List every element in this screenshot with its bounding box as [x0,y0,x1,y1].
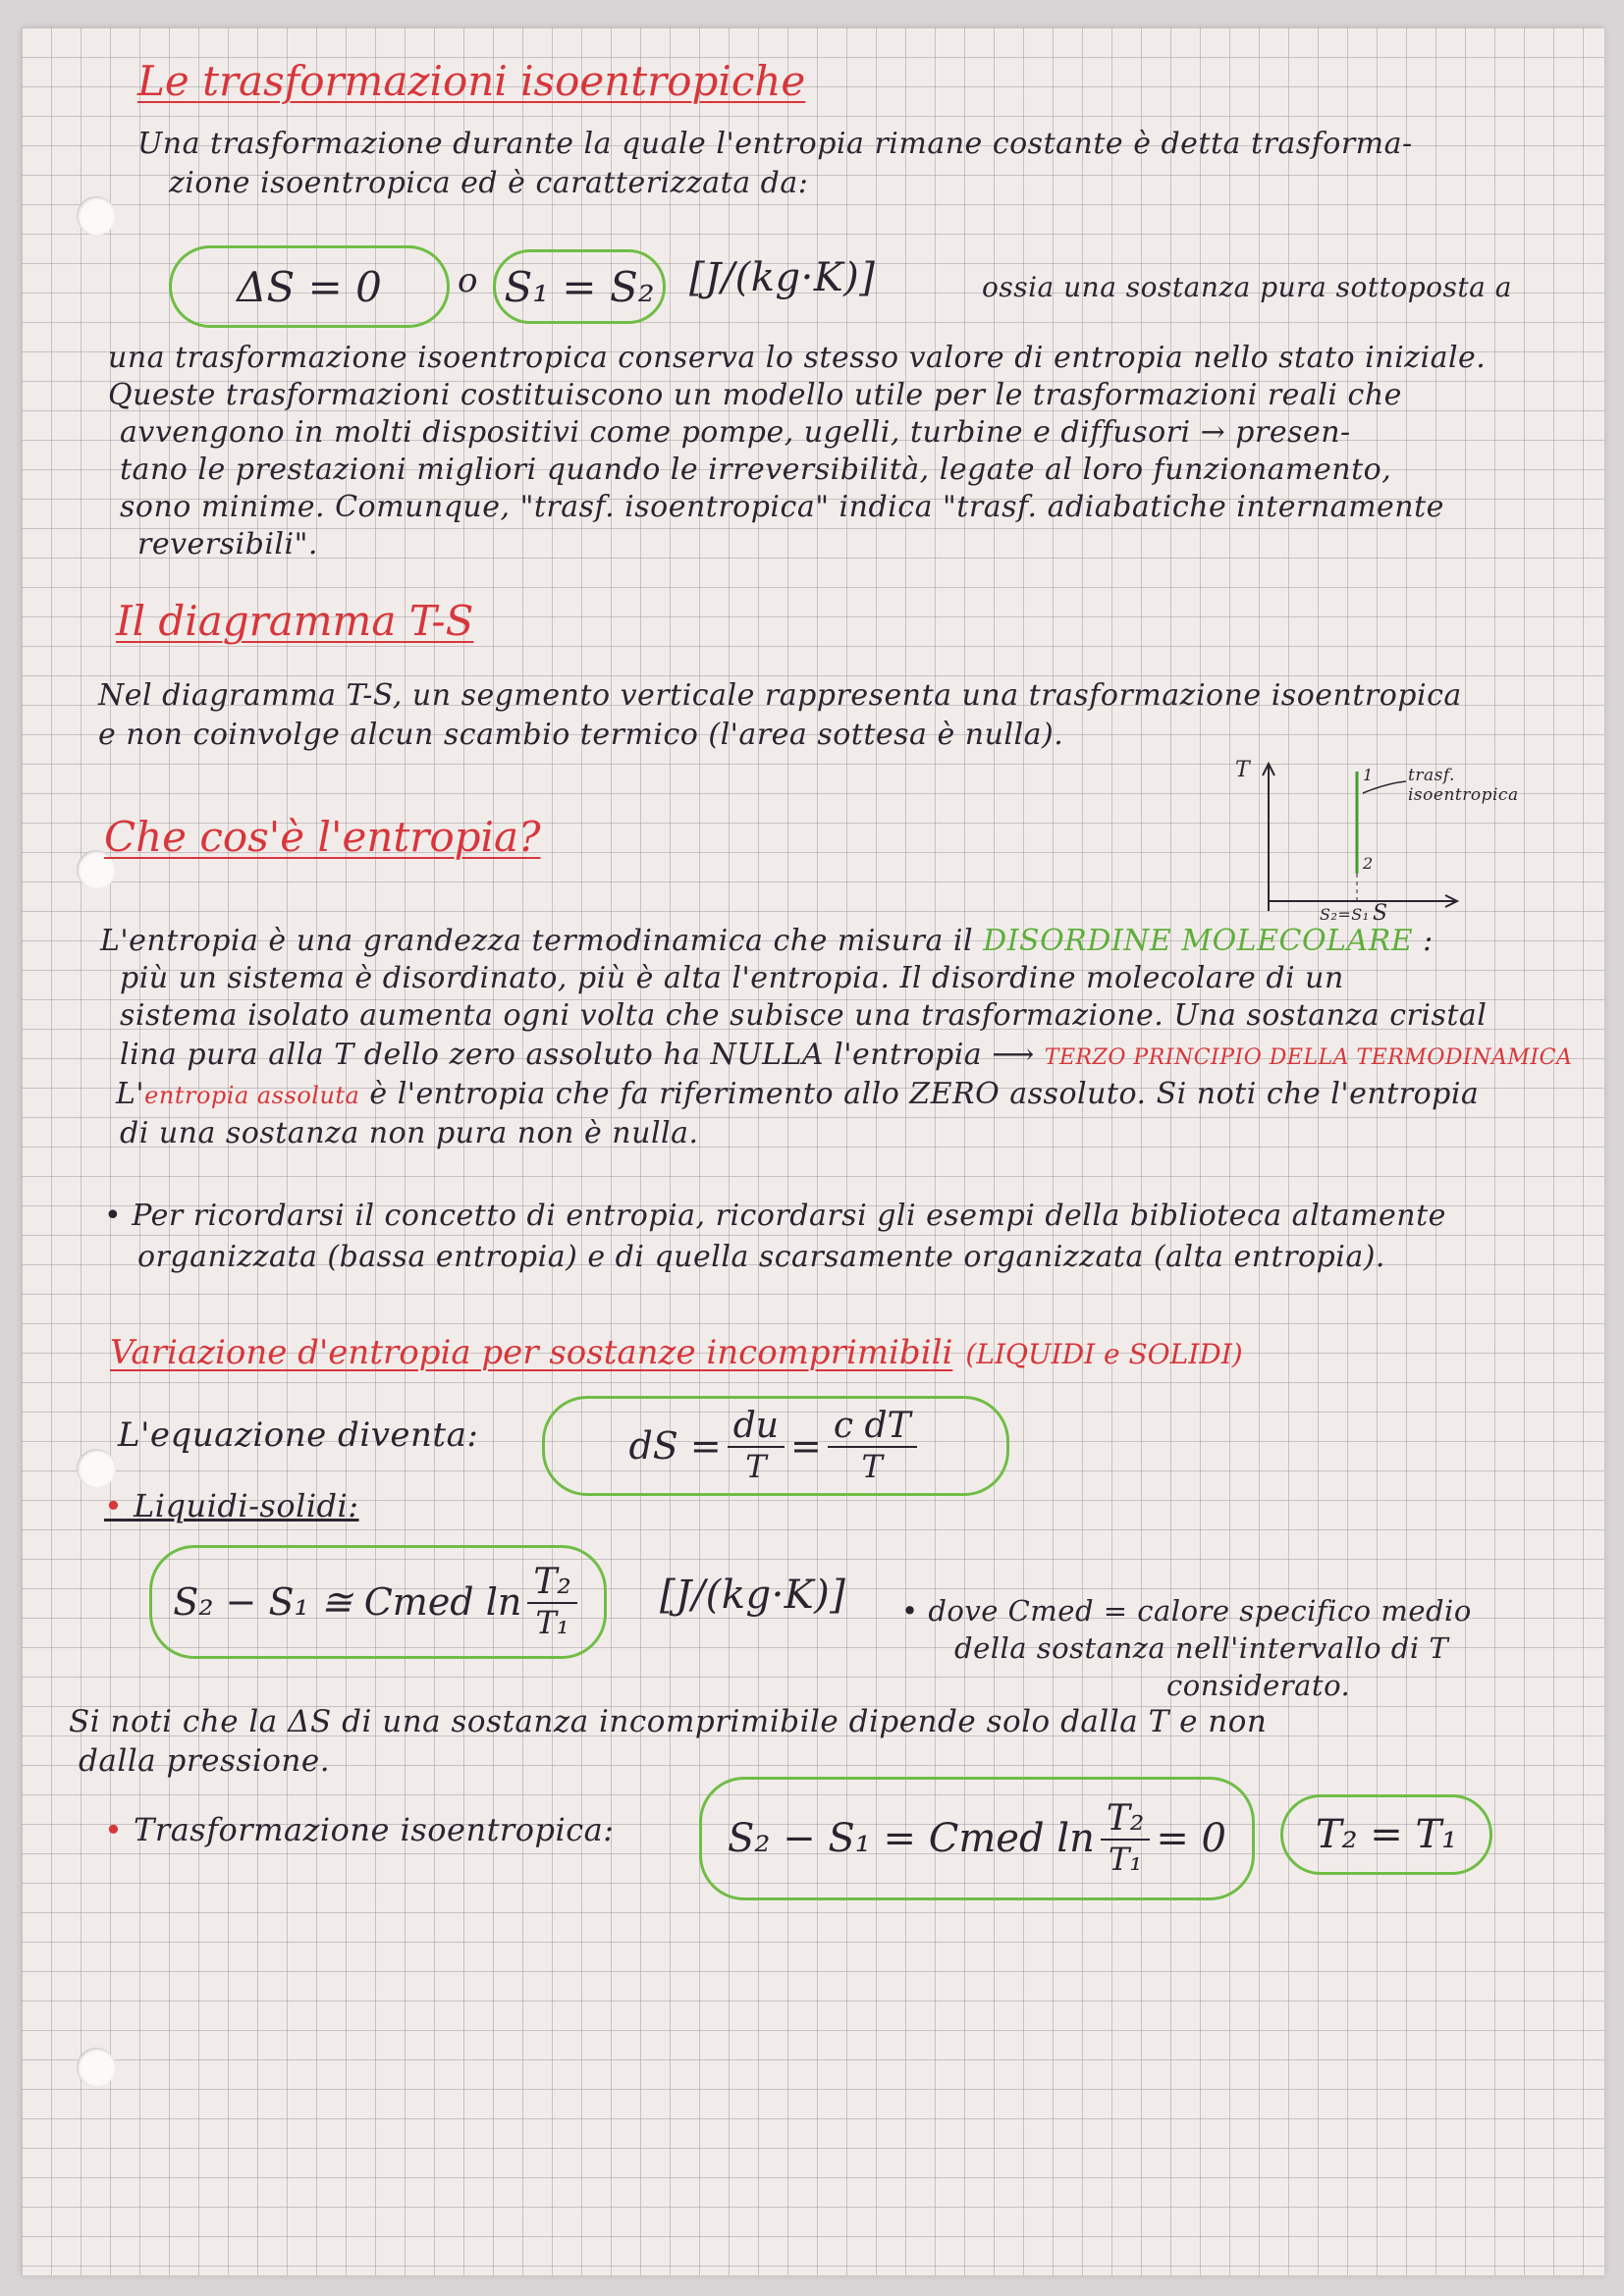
equation-units: [J/(kg·K)] [689,255,876,300]
section-title-isentropic: Le trasformazioni isoentropiche [137,57,806,105]
entropy-bullet-line-1 [104,1198,1446,1234]
bullet-dot: • [104,1811,124,1848]
incompressible-title-row [110,1333,1243,1372]
liquids-solids-label: Liquidi-solidi: [134,1487,359,1524]
equation-intro: L'equazione diventa: [118,1415,479,1455]
ts-axis-s: S [1373,901,1388,926]
isentropic-para-2: Queste trasformazioni costituiscono un modello utile per le trasformazioni reali che [108,378,1402,412]
entropy-line-2: più un sistema è disordinato, più è alta l'entropia. Il disordine molecolare di un [120,961,1344,995]
binder-hole [77,1449,116,1488]
entropy-line-1-colon: : [1423,924,1434,958]
equation-cloud-s1-s2 [493,249,666,324]
liquids-solids-note-3: considerato. [1166,1669,1351,1702]
equation-cloud-isentropic [699,1777,1255,1900]
ts-tick-label: S₂=S₁ [1320,905,1370,924]
equation-result: T₂ = T₁ [1315,1812,1458,1857]
entropy-disorder-label: DISORDINE MOLECOLARE [983,924,1414,958]
isentropic-line-1: Una trasformazione durante la quale l'entropia rimane costante è detta trasforma- [137,127,1413,161]
ts-line-2: e non coinvolge alcun scambio termico (l'area sottesa è nulla). [98,718,1064,752]
equation-isentropic: S₂ − S₁ = Cmed ln [728,1816,1095,1861]
fraction-du-t [728,1407,785,1485]
isentropic-transformation-row [104,1812,614,1848]
fraction-t2-t1 [527,1563,576,1641]
equation-s1-s2: S₁ = S₂ [504,262,655,311]
ts-point-1: 1 [1363,766,1374,784]
entropy-line-6: di una sostanza non pura non è nulla. [120,1116,699,1150]
fraction-cdt-t [828,1407,917,1485]
liquids-solids-row [104,1488,359,1524]
bullet-dot: • [104,1487,124,1524]
incompressible-note-1: Si noti che la ΔS di una sostanza incomprimibile dipende solo dalla T e non [69,1704,1268,1739]
entropy-line-4 [120,1037,1572,1076]
isentropic-para-6: reversibili". [137,527,318,561]
fraction-numerator: c dT [828,1407,917,1448]
ts-point-2: 2 [1363,854,1374,873]
fraction-numerator: T₂ [1101,1799,1150,1841]
isentropic-after-units: ossia una sostanza pura sottoposta a [982,271,1512,303]
fraction-denominator: T [861,1448,883,1485]
ts-annotation: trasf. isoentropica [1408,766,1519,805]
fraction-t2-t1 [1101,1799,1150,1878]
section-title-ts-diagram: Il diagramma T-S [116,597,474,645]
section-title-what-entropy: Che cos'è l'entropia? [104,813,541,861]
notebook-page [22,27,1604,2275]
equation-cloud-result [1280,1794,1492,1875]
liquids-solids-units: [J/(kg·K)] [660,1573,846,1618]
equation-ds: dS = [628,1424,722,1468]
entropy-line-5 [116,1076,1479,1114]
absolute-entropy-label: entropia assoluta [144,1082,360,1109]
equation-equals: = [790,1424,822,1468]
equation-liquids-solids: S₂ − S₁ ≅ Cmed ln [173,1580,522,1624]
isentropic-transformation-label: Trasformazione isoentropica: [134,1811,615,1848]
isentropic-para-4: tano le prestazioni migliori quando le irreversibilità, legate al loro funzionamento, [120,453,1392,487]
isentropic-para-1: una trasformazione isoentropica conserva lo stesso valore di entropia nello stato iniziale. [108,341,1487,375]
fraction-numerator: du [728,1407,785,1448]
entropy-line-4-text: lina pura alla T dello zero assoluto ha NULLA l'entropia ⟶ [120,1038,1035,1072]
ts-line-1: Nel diagramma T-S, un segmento verticale rappresenta una trasformazione isoentropica [98,678,1462,713]
binder-hole [77,196,116,236]
binder-hole [77,2048,116,2087]
ts-axis-t: T [1235,758,1251,782]
liquids-solids-note-2: della sostanza nell'intervallo di T [954,1631,1449,1665]
equation-delta-s: ΔS = 0 [237,262,382,311]
fraction-denominator: T₁ [1109,1841,1143,1878]
incompressible-note-2: dalla pressione. [79,1743,331,1779]
isentropic-para-5: sono minime. Comunque, "trasf. isoentropica" indica "trasf. adiabatiche internamente [120,490,1444,524]
bullet-dot: • [104,1199,123,1233]
entropy-line-3: sistema isolato aumenta ogni volta che subisce una trasformazione. Una sostanza cristal [120,998,1488,1033]
fraction-denominator: T [745,1448,767,1485]
entropy-line-1 [100,923,1434,959]
section-title-incompressible: Variazione d'entropia per sostanze incomprimibili [110,1333,953,1372]
incompressible-title-paren: (LIQUIDI e SOLIDI) [965,1338,1243,1370]
liquids-solids-note-1: • dove Cmed = calore specifico medio [901,1594,1472,1628]
entropy-bullet-text-1: Per ricordarsi il concetto di entropia, ricordarsi gli esempi della biblioteca altamente [132,1199,1446,1233]
third-principle-label: TERZO PRINCIPIO DELLA TERMODINAMICA [1044,1045,1573,1070]
equation-cloud-ds [542,1396,1009,1496]
equation-cloud-delta-s [169,245,450,328]
entropy-line-5-text: è l'entropia che fa riferimento allo ZERO assoluto. Si noti che l'entropia [369,1077,1480,1111]
fraction-numerator: T₂ [527,1563,576,1604]
equation-or: o [458,261,478,300]
equation-zero: = 0 [1156,1816,1226,1861]
fraction-denominator: T₁ [535,1604,569,1641]
equation-cloud-liquids-solids [149,1545,607,1659]
entropy-line-1-text: L'entropia è una grandezza termodinamica che misura il [100,924,974,958]
entropy-line-5-prefix: L' [116,1077,145,1111]
entropy-bullet-line-2: organizzata (bassa entropia) e di quella scarsamente organizzata (alta entropia). [137,1240,1385,1274]
isentropic-line-2: zione isoentropica ed è caratterizzata da: [169,166,809,200]
isentropic-para-3: avvengono in molti dispositivi come pompe, ugelli, turbine e diffusori → presen- [120,415,1351,450]
